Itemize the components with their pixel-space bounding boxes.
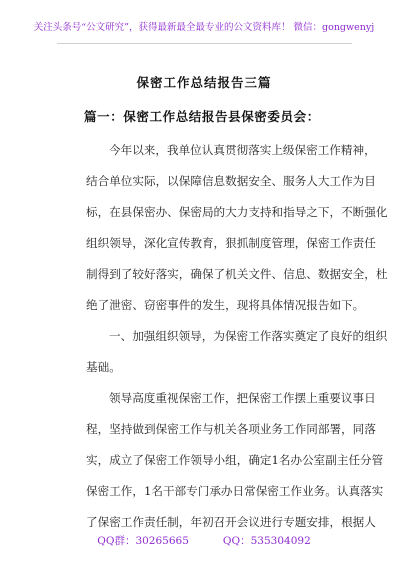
paragraph-line: 实，成立了保密工作领导小组，确定1名办公室副主任分管 xyxy=(86,453,384,467)
paragraph-line: 基础。 xyxy=(86,360,121,374)
paragraph-line: 标，在县保密办、保密局的大力支持和指导之下，不断强化 xyxy=(86,205,388,219)
header-notice: 关注头条号“公文研究”，获得最新最全最专业的公文资料库！ 微信：gongwenyj xyxy=(33,22,375,33)
footer-contact xyxy=(0,534,408,548)
paragraph-line: 一、加强组织领导，为保密工作落实奠定了良好的组织 xyxy=(109,329,388,343)
section-heading: 篇一：保密工作总结报告县保密委员会： xyxy=(84,109,320,124)
header-divider xyxy=(57,43,352,44)
footer-qq-group: QQ群：30265665 xyxy=(97,535,189,547)
document-title: 保密工作总结报告三篇 xyxy=(136,75,272,90)
paragraph-line: 绝了泄密、窃密事件的发生，现将具体情况报告如下。 xyxy=(86,298,365,312)
paragraph-line: 保密工作，1名干部专门承办日常保密工作业务。认真落实 xyxy=(86,484,384,498)
paragraph-line: 了保密工作责任制，年初召开会议进行专题安排，根据人 xyxy=(86,515,376,529)
paragraph-line: 领导高度重视保密工作，把保密工作摆上重要议事日 xyxy=(109,391,376,405)
paragraph-line: 结合单位实际，以保障信息数据安全、服务人大工作为目 xyxy=(86,174,376,188)
footer-qq: QQ：535304092 xyxy=(222,535,311,547)
paragraph-line: 组织领导，深化宣传教育，狠抓制度管理，保密工作责任 xyxy=(86,236,376,250)
paragraph-line: 今年以来，我单位认真贯彻落实上级保密工作精神， xyxy=(109,143,376,157)
paragraph-line: 制得到了较好落实，确保了机关文件、信息、数据安全，杜 xyxy=(86,267,388,281)
paragraph-line: 程，坚持做到保密工作与机关各项业务工作同部署，同落 xyxy=(86,422,376,436)
